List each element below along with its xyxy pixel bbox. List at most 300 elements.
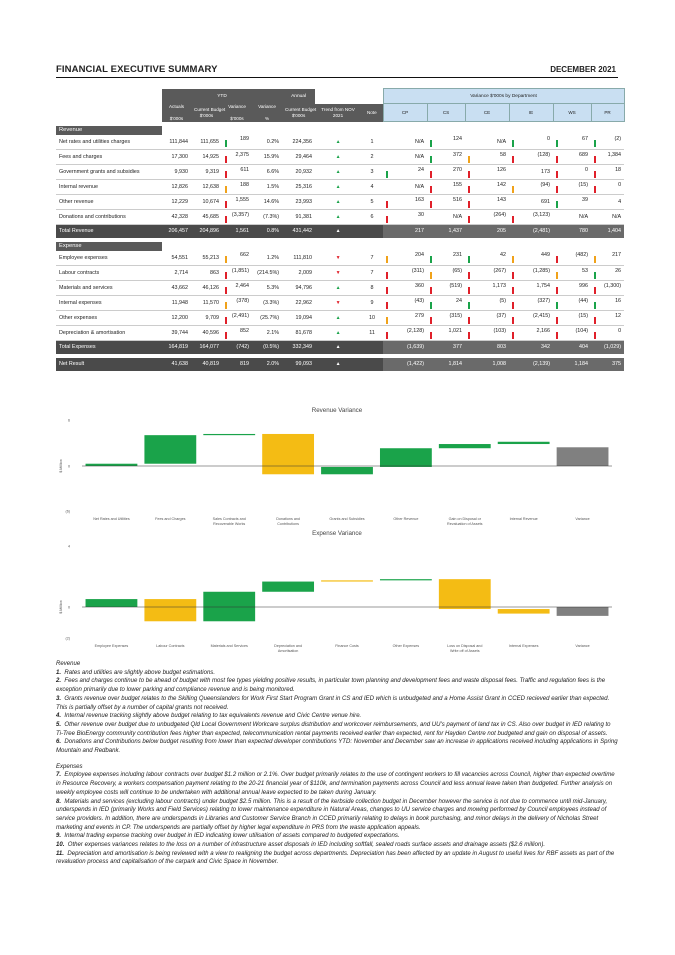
- cell-cp: 24: [383, 165, 427, 180]
- cell-pr: 18: [591, 165, 624, 180]
- trend-arrow-icon: ▲: [315, 341, 361, 354]
- cell-ce: 142: [465, 180, 509, 195]
- title-bar: [56, 64, 618, 78]
- cell-budget: 10,674: [191, 195, 222, 210]
- status-indicator: [556, 171, 558, 178]
- cell-annual: 25,316: [282, 180, 315, 195]
- cell-annual: 332,349: [282, 341, 315, 354]
- cell-ws: 404: [553, 341, 591, 354]
- cell-cs: 270: [427, 165, 465, 180]
- cell-variance-pct: 15.9%: [252, 150, 282, 165]
- cell-actuals: 54,551: [162, 251, 191, 266]
- cell-annual: 94,796: [282, 281, 315, 296]
- row-label: Materials and services: [56, 281, 162, 296]
- cell-cs: 516: [427, 195, 465, 210]
- chart-bar: [144, 599, 196, 621]
- cell-variance-pct: 0.2%: [252, 135, 282, 150]
- cell-pr: N/A: [591, 210, 624, 225]
- cell-ws: 996: [553, 281, 591, 296]
- status-indicator: [556, 201, 558, 208]
- cell-pr: 0: [591, 180, 624, 195]
- cell-cp: 204: [383, 251, 427, 266]
- cell-pr: (2): [591, 135, 624, 150]
- note-text: Rates and utilities are slightly above budget estimations.: [64, 669, 216, 676]
- x-tick-label: Employee Expenses: [94, 644, 129, 648]
- cell-cp: (1,639): [383, 341, 427, 354]
- cell-note: 6: [361, 210, 383, 225]
- status-indicator: [468, 216, 470, 223]
- note-number: 11.: [56, 850, 64, 857]
- chart-bar: [144, 435, 196, 464]
- status-indicator: [225, 272, 227, 279]
- table-row: [56, 326, 624, 341]
- status-indicator: [594, 302, 596, 309]
- note-item: [56, 841, 618, 850]
- cell-annual: 23,993: [282, 195, 315, 210]
- table-row: [56, 165, 624, 180]
- cell-ce: 143: [465, 195, 509, 210]
- table-row: [56, 251, 624, 266]
- status-indicator: [556, 317, 558, 324]
- cell-actuals: 17,300: [162, 150, 191, 165]
- note-text: Other revenue over budget due to unbudgeted Qld Local Government Workcare surplus distribution and workcover reimbursements, and UU's payment of land tax in CS. Also over budget in IED relating to Ti-Tree BioEnergy community contribution fees higher than expected, telecommunication rental payments received earlier than expected, rent for Hayden Centre not budgeted and gain on disposal of assets.: [56, 721, 611, 737]
- note-text: Internal revenue tracking slightly above budget relating to tax equivalents revenue and Civic Centre venue hire.: [64, 713, 362, 720]
- cell-annual: 29,464: [282, 150, 315, 165]
- status-indicator: [594, 317, 596, 324]
- status-indicator: [594, 171, 596, 178]
- cell-actuals: 9,930: [162, 165, 191, 180]
- cell-ws: 67: [553, 135, 591, 150]
- status-indicator: [594, 332, 596, 339]
- cell-note: 7: [361, 251, 383, 266]
- status-indicator: [512, 332, 514, 339]
- note-item: [56, 712, 618, 721]
- cell-budget: 12,638: [191, 180, 222, 195]
- col-annual-budget: Current Budget $'000s: [282, 104, 315, 122]
- status-indicator: [430, 287, 432, 294]
- note-number: 1.: [56, 669, 62, 676]
- cell-variance-pct: 2.0%: [252, 358, 282, 371]
- status-indicator: [556, 332, 558, 339]
- expense-notes-heading: Expenses: [56, 763, 83, 770]
- trend-arrow-icon: ▼: [315, 251, 361, 266]
- cell-note: 4: [361, 180, 383, 195]
- chart-bar: [203, 592, 255, 622]
- cell-budget: 9,319: [191, 165, 222, 180]
- cell-ws: N/A: [553, 210, 591, 225]
- note-item: [56, 695, 618, 712]
- chart-bar: [203, 434, 255, 435]
- cell-variance: 819: [222, 358, 252, 371]
- status-indicator: [556, 186, 558, 193]
- note-number: 2.: [56, 678, 62, 685]
- cell-ws: 39: [553, 195, 591, 210]
- revenue-section-label: Revenue: [56, 126, 162, 135]
- status-indicator: [594, 287, 596, 294]
- cell-variance: 189: [222, 135, 252, 150]
- revenue-chart-title: Revenue Variance: [311, 407, 363, 414]
- status-indicator: [468, 171, 470, 178]
- x-tick-label: Variance: [575, 644, 590, 648]
- chart-bar: [498, 609, 550, 614]
- total-revenue-row: [56, 225, 624, 238]
- status-indicator: [468, 317, 470, 324]
- chart-bar: [557, 447, 609, 466]
- cell-note: 7: [361, 266, 383, 281]
- cell-ie: 173: [509, 165, 553, 180]
- cell-budget: 9,709: [191, 311, 222, 326]
- cell-ie: (2,415): [509, 311, 553, 326]
- x-tick-label: Loss on Disposal and Write off of Assets: [447, 644, 483, 653]
- note-number: 8.: [56, 798, 62, 805]
- cell-cp: 30: [383, 210, 427, 225]
- col-variance: Variance $'000s: [222, 104, 252, 122]
- chart-bar: [557, 607, 609, 616]
- cell-cp: 217: [383, 225, 427, 238]
- cell-ie: (2,481): [509, 225, 553, 238]
- cell-actuals: 42,328: [162, 210, 191, 225]
- y-axis-label: $ Million: [59, 459, 63, 473]
- cell-pr: 375: [591, 358, 624, 371]
- cell-cs: 124: [427, 135, 465, 150]
- cell-ce: 42: [465, 251, 509, 266]
- cell-variance: (378): [222, 296, 252, 311]
- cell-ie: 0: [509, 135, 553, 150]
- cell-budget: 204,896: [191, 225, 222, 238]
- cell-annual: 224,356: [282, 135, 315, 150]
- status-indicator: [594, 256, 596, 263]
- row-label: Net rates and utilities charges: [56, 135, 162, 150]
- row-label: Other revenue: [56, 195, 162, 210]
- cell-variance-pct: (25.7%): [252, 311, 282, 326]
- y-tick-label: (6): [65, 509, 70, 514]
- cell-variance: 1,555: [222, 195, 252, 210]
- table-row: [56, 266, 624, 281]
- status-indicator: [556, 287, 558, 294]
- cell-cp: 360: [383, 281, 427, 296]
- cell-cs: 155: [427, 180, 465, 195]
- cell-note: 10: [361, 311, 383, 326]
- cell-budget: 55,213: [191, 251, 222, 266]
- cell-variance: (3,357): [222, 210, 252, 225]
- status-indicator: [386, 332, 388, 339]
- cell-ce: 58: [465, 150, 509, 165]
- expense-section-label: Expense: [56, 242, 162, 251]
- cell-cp: (1,422): [383, 358, 427, 371]
- status-indicator: [430, 156, 432, 163]
- status-indicator: [225, 287, 227, 294]
- status-indicator: [512, 256, 514, 263]
- cell-note: 11: [361, 326, 383, 341]
- x-tick-label: Grants and Subsidies: [329, 517, 365, 521]
- chart-bar: [86, 464, 138, 466]
- cell-variance: 662: [222, 251, 252, 266]
- status-indicator: [225, 186, 227, 193]
- trend-arrow-icon: ▲: [315, 210, 361, 225]
- status-indicator: [225, 201, 227, 208]
- row-label: Labour contracts: [56, 266, 162, 281]
- cell-ce: (267): [465, 266, 509, 281]
- col-cs: CS: [427, 104, 465, 122]
- status-indicator: [386, 272, 388, 279]
- cell-actuals: 11,948: [162, 296, 191, 311]
- expense-chart-title: Expense Variance: [312, 530, 362, 537]
- status-indicator: [430, 256, 432, 263]
- status-indicator: [225, 216, 227, 223]
- cell-ce: (5): [465, 296, 509, 311]
- page-title: FINANCIAL EXECUTIVE SUMMARY: [56, 64, 218, 75]
- cell-actuals: 39,744: [162, 326, 191, 341]
- status-indicator: [225, 256, 227, 263]
- cell-ie: 342: [509, 341, 553, 354]
- cell-cs: 1,021: [427, 326, 465, 341]
- y-tick-label: 0: [67, 464, 70, 469]
- table-row: [56, 210, 624, 225]
- cell-actuals: 43,662: [162, 281, 191, 296]
- status-indicator: [386, 201, 388, 208]
- y-tick-label: (2): [65, 636, 70, 641]
- status-indicator: [386, 171, 388, 178]
- chart-bar: [262, 434, 314, 474]
- cell-cp: N/A: [383, 180, 427, 195]
- cell-cp: 279: [383, 311, 427, 326]
- cell-ce: (264): [465, 210, 509, 225]
- cell-ce: 126: [465, 165, 509, 180]
- status-indicator: [468, 256, 470, 263]
- table-row: [56, 150, 624, 165]
- status-indicator: [468, 201, 470, 208]
- status-indicator: [225, 317, 227, 324]
- chart-bar: [86, 599, 138, 607]
- x-tick-label: Internal Expenses: [508, 644, 539, 648]
- row-label: Internal expenses: [56, 296, 162, 311]
- table-row: [56, 296, 624, 311]
- note-item: [56, 832, 618, 841]
- revenue-variance-chart: [56, 405, 618, 526]
- trend-arrow-icon: ▼: [315, 296, 361, 311]
- status-indicator: [594, 156, 596, 163]
- chart-bar: [380, 579, 432, 580]
- cell-pr: (1,029): [591, 341, 624, 354]
- cell-cs: 377: [427, 341, 465, 354]
- status-indicator: [556, 140, 558, 147]
- total-expenses-row: [56, 341, 624, 354]
- cell-variance: 2,464: [222, 281, 252, 296]
- total-label: Total Expenses: [56, 341, 162, 354]
- col-budget: Current Budget $'000s: [191, 104, 222, 122]
- col-ce: CE: [465, 104, 509, 122]
- cell-note: 9: [361, 296, 383, 311]
- annual-group-header: Annual: [282, 89, 315, 104]
- chart-bar: [321, 467, 373, 474]
- cell-variance: (742): [222, 341, 252, 354]
- row-label: Depreciation & amortisation: [56, 326, 162, 341]
- cell-actuals: 206,457: [162, 225, 191, 238]
- revenue-notes-heading: Revenue: [56, 661, 81, 667]
- trend-arrow-icon: ▲: [315, 358, 361, 371]
- status-indicator: [430, 332, 432, 339]
- status-indicator: [468, 287, 470, 294]
- cell-pr: 26: [591, 266, 624, 281]
- cell-actuals: 41,638: [162, 358, 191, 371]
- note-text: Employee expenses including labour contracts over budget $1.2 million or 2.1%. Over budget primarily relates to the use of contingent workers to fill vacancies across Council, higher than expected overtime in Resource Recovery, a workers compensation payment relating to the 20-21 financial year of $110k, and termination payments across Council and less annual leave taken than budgeted. Further analysis on weekly employee costs will continue to be undertaken with additional annual leave expected to be taken during January.: [56, 772, 615, 796]
- trend-arrow-icon: ▲: [315, 195, 361, 210]
- note-item: [56, 798, 618, 833]
- note-item: [56, 669, 618, 678]
- col-ws: WS: [553, 104, 591, 122]
- cell-ie: (128): [509, 150, 553, 165]
- trend-arrow-icon: ▲: [315, 180, 361, 195]
- cell-ws: (15): [553, 311, 591, 326]
- status-indicator: [512, 302, 514, 309]
- revenue-chart-svg: [56, 415, 618, 525]
- y-axis-label: $ Million: [59, 600, 63, 614]
- col-variance-pct: Variance %: [252, 104, 282, 122]
- status-indicator: [512, 186, 514, 193]
- col-note: Note: [361, 104, 383, 122]
- cell-ws: 1,184: [553, 358, 591, 371]
- total-label: Net Result: [56, 358, 162, 371]
- cell-pr: 217: [591, 251, 624, 266]
- cell-budget: 40,819: [191, 358, 222, 371]
- trend-arrow-icon: ▼: [315, 266, 361, 281]
- status-indicator: [430, 186, 432, 193]
- note-item: [56, 771, 618, 797]
- cell-note: 5: [361, 195, 383, 210]
- note-text: Internal trading expense tracking over budget in IED indicating lower utilisation of assets compared to budgeted expectations.: [64, 833, 400, 840]
- cell-variance-pct: 14.6%: [252, 195, 282, 210]
- status-indicator: [225, 302, 227, 309]
- col-pr: PR: [591, 104, 624, 122]
- cell-ie: (1,285): [509, 266, 553, 281]
- status-indicator: [512, 140, 514, 147]
- cell-ws: 0: [553, 165, 591, 180]
- x-tick-label: Net Rates and Utilities: [93, 517, 130, 521]
- note-number: 9.: [56, 833, 62, 840]
- status-indicator: [512, 272, 514, 279]
- status-indicator: [468, 332, 470, 339]
- note-text: Materials and services (excluding labour contracts) under budget $2.5 million. This is a result of the kerbside collection budget in December however the service is not due to commence until mid-January, underspends in IED (primarily Works and Field Services) relating to lower maintenance expenditure in Natural Areas, changes to UU service charges and mowing performed by Council employees instead of service providers. In addition, there are underspends in Libraries and Customer Service Branch in CCED primarily relating to delays in book purchasing, and minor delays in the delivery of Nicholas Street marketing and events in CP. The underspends are partially offset by higher legal expenditure in PRS from the waste application appeals.: [56, 798, 608, 831]
- cell-pr: 0: [591, 326, 624, 341]
- note-item: [56, 677, 618, 694]
- status-indicator: [386, 216, 388, 223]
- cell-ie: 449: [509, 251, 553, 266]
- table-row: [56, 195, 624, 210]
- cell-ws: (482): [553, 251, 591, 266]
- cell-ie: 1,754: [509, 281, 553, 296]
- row-label: Internal revenue: [56, 180, 162, 195]
- note-number: 7.: [56, 772, 62, 779]
- cell-variance-pct: 5.3%: [252, 281, 282, 296]
- cell-ws: 53: [553, 266, 591, 281]
- cell-note: 8: [361, 281, 383, 296]
- cell-ce: (37): [465, 311, 509, 326]
- status-indicator: [512, 317, 514, 324]
- chart-bar: [498, 442, 550, 444]
- cell-budget: 11,570: [191, 296, 222, 311]
- cell-budget: 40,596: [191, 326, 222, 341]
- cell-budget: 164,077: [191, 341, 222, 354]
- cell-cp: N/A: [383, 150, 427, 165]
- x-tick-label: Materials and Services: [210, 644, 248, 648]
- trend-arrow-icon: ▲: [315, 165, 361, 180]
- x-tick-label: Variance: [575, 517, 590, 521]
- cell-pr: (1,300): [591, 281, 624, 296]
- note-number: 10.: [56, 842, 65, 849]
- x-tick-label: Other Revenue: [393, 517, 419, 521]
- cell-ie: (2,139): [509, 358, 553, 371]
- cell-cs: (65): [427, 266, 465, 281]
- cell-ce: 803: [465, 341, 509, 354]
- cell-ws: (15): [553, 180, 591, 195]
- status-indicator: [225, 332, 227, 339]
- cell-pr: 4: [591, 195, 624, 210]
- expense-variance-chart: [56, 530, 618, 655]
- x-tick-label: Sales Contracts and Recoverable Works: [212, 517, 246, 526]
- ytd-group-header: YTD: [162, 89, 282, 104]
- cell-annual: 111,810: [282, 251, 315, 266]
- cell-note: 3: [361, 165, 383, 180]
- x-tick-label: Internal Revenue: [509, 517, 538, 521]
- status-indicator: [430, 272, 432, 279]
- cell-actuals: 12,229: [162, 195, 191, 210]
- note-text: Depreciation and amortisation is being reviewed with a view to realigning the budget across departments. Depreciation has been affected by an update in August to useful lives for RBF assets as part of the revaluation process and capitalisation of the carpark and Civic Space in November.: [56, 850, 615, 866]
- cell-actuals: 12,200: [162, 311, 191, 326]
- cell-cs: (315): [427, 311, 465, 326]
- cell-ce: (103): [465, 326, 509, 341]
- cell-cs: 372: [427, 150, 465, 165]
- trend-arrow-icon: ▲: [315, 326, 361, 341]
- cell-pr: 16: [591, 296, 624, 311]
- note-text: Fees and charges continue to be ahead of budget with most fee types yielding positive results, in particular town planning and development fees and waste disposal fees. Traffic and regulation fees is the exception primarily due to lower parking and compliance revenue and is being monitored.: [56, 678, 606, 694]
- cell-budget: 863: [191, 266, 222, 281]
- cell-ce: 1,173: [465, 281, 509, 296]
- cell-cp: (311): [383, 266, 427, 281]
- trend-arrow-icon: ▲: [315, 135, 361, 150]
- cell-ie: (3,123): [509, 210, 553, 225]
- cell-ws: 689: [553, 150, 591, 165]
- cell-variance: (1,851): [222, 266, 252, 281]
- cell-budget: 111,655: [191, 135, 222, 150]
- cell-annual: 20,932: [282, 165, 315, 180]
- cell-budget: 14,925: [191, 150, 222, 165]
- trend-arrow-icon: ▲: [315, 281, 361, 296]
- cell-ws: 780: [553, 225, 591, 238]
- table-row: [56, 180, 624, 195]
- status-indicator: [556, 156, 558, 163]
- table-row: [56, 311, 624, 326]
- status-indicator: [430, 140, 432, 147]
- status-indicator: [430, 302, 432, 309]
- trend-arrow-icon: ▲: [315, 225, 361, 238]
- cell-cs: 24: [427, 296, 465, 311]
- note-item: [56, 850, 618, 867]
- x-tick-label: Labour Contracts: [156, 644, 185, 648]
- y-tick-label: 6: [67, 418, 70, 423]
- cell-annual: 19,094: [282, 311, 315, 326]
- status-indicator: [386, 317, 388, 324]
- cell-actuals: 164,819: [162, 341, 191, 354]
- cell-variance-pct: 2.1%: [252, 326, 282, 341]
- chart-bar: [380, 448, 432, 467]
- col-trend: Trend from NOV 2021: [315, 104, 361, 122]
- note-number: 3.: [56, 695, 62, 702]
- cell-annual: 22,962: [282, 296, 315, 311]
- status-indicator: [430, 171, 432, 178]
- note-number: 4.: [56, 713, 62, 720]
- cell-budget: 46,126: [191, 281, 222, 296]
- cell-ie: (94): [509, 180, 553, 195]
